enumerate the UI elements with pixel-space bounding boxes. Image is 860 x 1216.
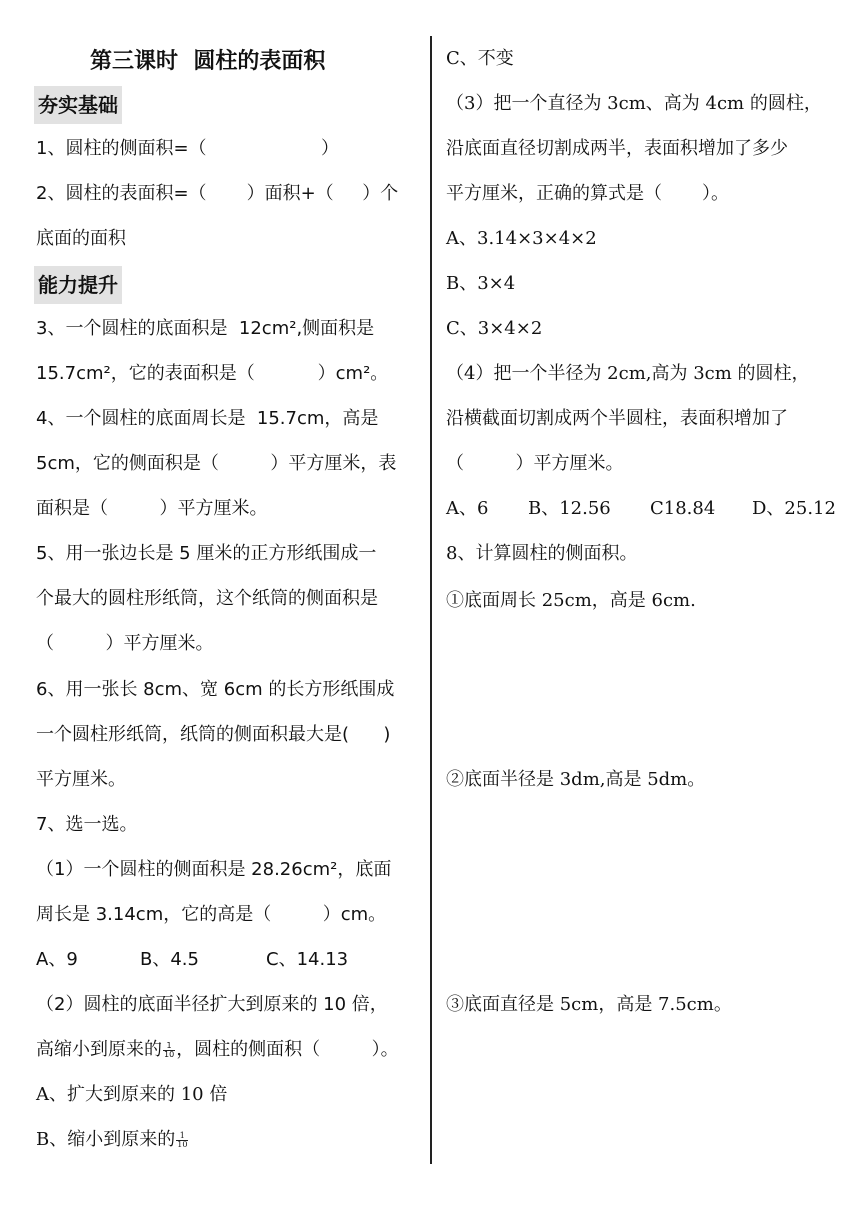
fraction-one-tenth — [163, 1042, 175, 1059]
question-7-3-line-2: 沿底面直径切割成两半，表面积增加了多少 — [446, 138, 788, 159]
question-6-line-1: 6、用一张长 8cm、宽 6cm 的长方形纸围成 — [36, 679, 395, 700]
section-advanced: 能力提升 — [34, 266, 122, 304]
question-7-3-line-1: （3）把一个直径为 3cm、高为 4cm 的圆柱， — [446, 93, 822, 114]
page-title: 第三课时 圆柱的表面积 — [90, 49, 326, 74]
fraction-denominator: 10 — [164, 1049, 175, 1059]
option-b: B、12.56 — [528, 498, 611, 519]
question-4-line-2: 5cm，它的侧面积是（ ）平方厘米，表 — [36, 453, 397, 474]
question-8-heading: 8、计算圆柱的侧面积。 — [446, 543, 638, 564]
question-7-2-text-pre: 高缩小到原来的 — [36, 1039, 162, 1060]
question-7-2-option-b — [36, 1129, 189, 1151]
fraction-numerator: 1 — [163, 1042, 175, 1051]
option-d: D、25.12 — [752, 498, 836, 519]
option-b-text: B、缩小到原来的 — [36, 1129, 176, 1150]
question-7-2-line-1: （2）圆柱的底面半径扩大到原来的 10 倍， — [36, 994, 388, 1015]
question-8-part-2: ②底面半径是 3dm,高是 5dm。 — [446, 769, 706, 790]
question-3-line-2: 15.7cm²，它的表面积是（ ）cm²。 — [36, 363, 389, 384]
option-c: C18.84 — [650, 498, 716, 519]
question-8-part-3: ③底面直径是 5cm，高是 7.5cm。 — [446, 994, 732, 1015]
question-1: 1、圆柱的侧面积=（ ） — [36, 138, 339, 159]
option-a: A、9 — [36, 949, 78, 970]
question-7-4-line-2: 沿横截面切割成两个半圆柱，表面积增加了 — [446, 408, 788, 429]
fraction-one-tenth — [176, 1132, 188, 1149]
option-a: A、6 — [446, 498, 489, 519]
question-7-3-line-3: 平方厘米，正确的算式是（ ）。 — [446, 183, 730, 204]
question-7-heading: 7、选一选。 — [36, 814, 138, 835]
question-6-line-2: 一个圆柱形纸筒，纸筒的侧面积最大是( ) — [36, 724, 391, 745]
fraction-denominator: 10 — [177, 1139, 188, 1149]
question-3-line-1: 3、一个圆柱的底面积是 12cm²,侧面积是 — [36, 318, 375, 339]
question-7-3-option-a: A、3.14×3×4×2 — [446, 228, 597, 249]
question-4-line-3: 面积是（ ）平方厘米。 — [36, 498, 268, 519]
question-7-2-line-2 — [36, 1039, 399, 1061]
question-2-line-2: 底面的面积 — [36, 228, 126, 249]
column-divider — [430, 36, 432, 1164]
section-basic: 夯实基础 — [34, 86, 122, 124]
question-5-line-2: 个最大的圆柱形纸筒，这个纸筒的侧面积是 — [36, 588, 378, 609]
question-7-2-text-post: ，圆柱的侧面积（ ）。 — [176, 1039, 399, 1060]
question-7-2-option-a: A、扩大到原来的 10 倍 — [36, 1084, 228, 1105]
fraction-numerator: 1 — [176, 1132, 188, 1141]
question-5-line-1: 5、用一张边长是 5 厘米的正方形纸围成一 — [36, 543, 377, 564]
question-5-line-3: （ ）平方厘米。 — [36, 633, 214, 654]
question-7-3-option-b: B、3×4 — [446, 273, 516, 294]
question-7-2-option-c: C、不变 — [446, 48, 514, 69]
question-7-3-option-c: C、3×4×2 — [446, 318, 543, 339]
question-7-1-line-2: 周长是 3.14cm，它的高是（ ）cm。 — [36, 904, 387, 925]
question-7-4-line-1: （4）把一个半径为 2cm,高为 3cm 的圆柱， — [446, 363, 810, 384]
question-4-line-1: 4、一个圆柱的底面周长是 15.7cm，高是 — [36, 408, 379, 429]
question-8-part-1: ①底面周长 25cm，高是 6cm. — [446, 590, 696, 611]
option-b: B、4.5 — [140, 949, 199, 970]
question-7-1-line-1: （1）一个圆柱的侧面积是 28.26cm²，底面 — [36, 859, 392, 880]
question-7-4-line-3: （ ）平方厘米。 — [446, 453, 624, 474]
question-6-line-3: 平方厘米。 — [36, 769, 126, 790]
question-2-line-1: 2、圆柱的表面积=（ ）面积+（ ）个 — [36, 183, 399, 204]
option-c: C、14.13 — [266, 949, 349, 970]
